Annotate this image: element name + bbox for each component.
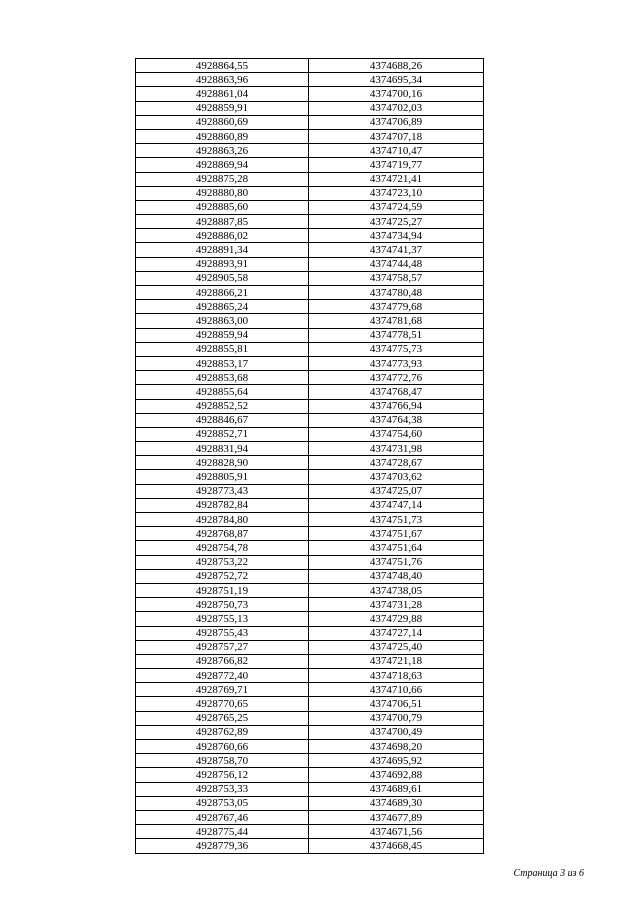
coordinate-y-cell: 4374725,27 (309, 215, 484, 229)
coordinate-x-cell: 4928755,43 (136, 626, 309, 640)
page-label: Страница (513, 868, 558, 879)
coordinate-y-cell: 4374689,30 (309, 796, 484, 810)
table-row (136, 356, 484, 370)
coordinate-x-cell: 4928772,40 (136, 669, 309, 683)
coordinate-y-cell: 4374700,49 (309, 725, 484, 739)
coordinate-y-cell: 4374706,89 (309, 115, 484, 129)
coordinate-y-cell: 4374768,47 (309, 385, 484, 399)
coordinate-x-cell: 4928855,81 (136, 342, 309, 356)
coordinate-x-cell: 4928758,70 (136, 754, 309, 768)
table-row (136, 371, 484, 385)
coordinate-x-cell: 4928755,13 (136, 612, 309, 626)
coordinate-x-cell: 4928765,25 (136, 711, 309, 725)
coordinate-y-cell: 4374725,40 (309, 640, 484, 654)
table-row (136, 328, 484, 342)
coordinate-x-cell: 4928886,02 (136, 229, 309, 243)
table-row (136, 555, 484, 569)
coordinate-x-cell: 4928866,21 (136, 286, 309, 300)
table-row (136, 740, 484, 754)
coordinate-x-cell: 4928885,60 (136, 200, 309, 214)
table-row (136, 839, 484, 853)
coordinate-x-cell: 4928887,85 (136, 215, 309, 229)
coordinate-x-cell: 4928767,46 (136, 810, 309, 824)
table-row (136, 683, 484, 697)
table-row (136, 810, 484, 824)
table-row (136, 243, 484, 257)
coordinate-y-cell: 4374718,63 (309, 669, 484, 683)
coordinate-y-cell: 4374744,48 (309, 257, 484, 271)
table-row (136, 427, 484, 441)
table-row (136, 399, 484, 413)
page-total: 6 (579, 868, 584, 879)
table-row (136, 569, 484, 583)
coordinate-y-cell: 4374703,62 (309, 470, 484, 484)
coordinate-y-cell: 4374671,56 (309, 825, 484, 839)
table-row (136, 583, 484, 597)
table-row (136, 513, 484, 527)
table-row (136, 115, 484, 129)
table-row (136, 342, 484, 356)
coordinate-x-cell: 4928779,36 (136, 839, 309, 853)
coordinate-y-cell: 4374731,98 (309, 442, 484, 456)
table-row (136, 725, 484, 739)
table-row (136, 101, 484, 115)
table-row (136, 158, 484, 172)
coordinate-y-cell: 4374727,14 (309, 626, 484, 640)
table-row (136, 796, 484, 810)
coordinate-y-cell: 4374747,14 (309, 498, 484, 512)
table-row (136, 825, 484, 839)
table-row (136, 385, 484, 399)
table-row (136, 456, 484, 470)
table-row (136, 257, 484, 271)
coordinate-y-cell: 4374773,93 (309, 356, 484, 370)
coordinate-y-cell: 4374729,88 (309, 612, 484, 626)
coordinate-x-cell: 4928864,55 (136, 59, 309, 73)
coordinate-x-cell: 4928753,05 (136, 796, 309, 810)
coordinate-x-cell: 4928768,87 (136, 527, 309, 541)
coordinate-x-cell: 4928831,94 (136, 442, 309, 456)
table-row (136, 484, 484, 498)
coordinate-y-cell: 4374700,79 (309, 711, 484, 725)
table-row (136, 271, 484, 285)
coordinate-y-cell: 4374698,20 (309, 740, 484, 754)
table-row (136, 754, 484, 768)
coordinate-y-cell: 4374710,47 (309, 144, 484, 158)
table-row (136, 498, 484, 512)
table-row (136, 669, 484, 683)
coordinate-y-cell: 4374781,68 (309, 314, 484, 328)
coordinate-x-cell: 4928782,84 (136, 498, 309, 512)
coordinate-y-cell: 4374719,77 (309, 158, 484, 172)
table-row (136, 73, 484, 87)
table-row (136, 186, 484, 200)
coordinate-x-cell: 4928750,73 (136, 598, 309, 612)
table-row (136, 527, 484, 541)
table-row (136, 711, 484, 725)
coordinate-x-cell: 4928893,91 (136, 257, 309, 271)
coordinate-x-cell: 4928769,71 (136, 683, 309, 697)
coordinate-x-cell: 4928853,17 (136, 356, 309, 370)
coordinate-y-cell: 4374754,60 (309, 427, 484, 441)
table-row (136, 654, 484, 668)
table-row (136, 442, 484, 456)
page-current: 3 (560, 868, 566, 879)
coordinate-x-cell: 4928762,89 (136, 725, 309, 739)
coordinate-x-cell: 4928852,71 (136, 427, 309, 441)
page-footer (470, 868, 584, 879)
coordinate-x-cell: 4928805,91 (136, 470, 309, 484)
coordinate-x-cell: 4928760,66 (136, 740, 309, 754)
coordinate-x-cell: 4928859,91 (136, 101, 309, 115)
coordinate-y-cell: 4374738,05 (309, 583, 484, 597)
coordinate-x-cell: 4928846,67 (136, 413, 309, 427)
coordinate-y-cell: 4374723,10 (309, 186, 484, 200)
table-row (136, 59, 484, 73)
table-row (136, 87, 484, 101)
table-row (136, 215, 484, 229)
coordinate-y-cell: 4374780,48 (309, 286, 484, 300)
coordinate-y-cell: 4374710,66 (309, 683, 484, 697)
coordinate-y-cell: 4374741,37 (309, 243, 484, 257)
coordinate-y-cell: 4374751,64 (309, 541, 484, 555)
coordinate-x-cell: 4928770,65 (136, 697, 309, 711)
coordinate-y-cell: 4374758,57 (309, 271, 484, 285)
coordinate-y-cell: 4374700,16 (309, 87, 484, 101)
coordinate-y-cell: 4374688,26 (309, 59, 484, 73)
coordinate-y-cell: 4374772,76 (309, 371, 484, 385)
coordinate-y-cell: 4374689,61 (309, 782, 484, 796)
coordinate-y-cell: 4374779,68 (309, 300, 484, 314)
coordinate-x-cell: 4928875,28 (136, 172, 309, 186)
coordinate-y-cell: 4374721,41 (309, 172, 484, 186)
coordinate-y-cell: 4374695,92 (309, 754, 484, 768)
coordinate-x-cell: 4928754,78 (136, 541, 309, 555)
coordinate-x-cell: 4928861,04 (136, 87, 309, 101)
coordinate-y-cell: 4374778,51 (309, 328, 484, 342)
coordinate-x-cell: 4928859,94 (136, 328, 309, 342)
coordinate-x-cell: 4928757,27 (136, 640, 309, 654)
coordinates-table (135, 58, 484, 854)
coordinate-y-cell: 4374706,51 (309, 697, 484, 711)
coordinate-y-cell: 4374677,89 (309, 810, 484, 824)
table-row (136, 200, 484, 214)
coordinate-y-cell: 4374751,73 (309, 513, 484, 527)
coordinate-y-cell: 4374731,28 (309, 598, 484, 612)
table-row (136, 172, 484, 186)
coordinate-x-cell: 4928784,80 (136, 513, 309, 527)
coordinate-x-cell: 4928853,68 (136, 371, 309, 385)
table-row (136, 314, 484, 328)
coordinate-y-cell: 4374707,18 (309, 129, 484, 143)
coordinate-y-cell: 4374668,45 (309, 839, 484, 853)
coordinate-x-cell: 4928891,34 (136, 243, 309, 257)
table-row (136, 286, 484, 300)
coordinate-x-cell: 4928773,43 (136, 484, 309, 498)
coordinate-x-cell: 4928753,22 (136, 555, 309, 569)
coordinate-y-cell: 4374766,94 (309, 399, 484, 413)
coordinate-x-cell: 4928766,82 (136, 654, 309, 668)
coordinate-y-cell: 4374692,88 (309, 768, 484, 782)
coordinate-x-cell: 4928905,58 (136, 271, 309, 285)
coordinate-x-cell: 4928880,80 (136, 186, 309, 200)
table-row (136, 612, 484, 626)
coordinate-x-cell: 4928860,89 (136, 129, 309, 143)
coordinate-x-cell: 4928855,64 (136, 385, 309, 399)
coordinate-x-cell: 4928751,19 (136, 583, 309, 597)
coordinate-y-cell: 4374728,67 (309, 456, 484, 470)
coordinate-y-cell: 4374721,18 (309, 654, 484, 668)
coordinate-x-cell: 4928828,90 (136, 456, 309, 470)
coordinate-x-cell: 4928865,24 (136, 300, 309, 314)
table-row (136, 626, 484, 640)
coordinate-y-cell: 4374702,03 (309, 101, 484, 115)
page-separator: из (567, 868, 577, 879)
coordinate-y-cell: 4374751,67 (309, 527, 484, 541)
coordinate-y-cell: 4374734,94 (309, 229, 484, 243)
coordinate-x-cell: 4928852,52 (136, 399, 309, 413)
coordinate-x-cell: 4928756,12 (136, 768, 309, 782)
coordinate-x-cell: 4928775,44 (136, 825, 309, 839)
coordinate-y-cell: 4374775,73 (309, 342, 484, 356)
coordinates-table-body (136, 59, 484, 854)
table-row (136, 541, 484, 555)
coordinate-y-cell: 4374725,07 (309, 484, 484, 498)
coordinate-x-cell: 4928863,96 (136, 73, 309, 87)
table-row (136, 598, 484, 612)
table-row (136, 697, 484, 711)
table-row (136, 413, 484, 427)
coordinate-y-cell: 4374751,76 (309, 555, 484, 569)
coordinate-x-cell: 4928860,69 (136, 115, 309, 129)
table-row (136, 768, 484, 782)
table-row (136, 470, 484, 484)
table-row (136, 129, 484, 143)
coordinate-x-cell: 4928753,33 (136, 782, 309, 796)
table-row (136, 640, 484, 654)
table-row (136, 782, 484, 796)
table-row (136, 300, 484, 314)
coordinate-y-cell: 4374764,38 (309, 413, 484, 427)
coordinate-y-cell: 4374695,34 (309, 73, 484, 87)
coordinate-y-cell: 4374724,59 (309, 200, 484, 214)
coordinate-x-cell: 4928752,72 (136, 569, 309, 583)
table-row (136, 229, 484, 243)
coordinate-x-cell: 4928863,00 (136, 314, 309, 328)
table-row (136, 144, 484, 158)
coordinate-y-cell: 4374748,40 (309, 569, 484, 583)
coordinate-x-cell: 4928869,94 (136, 158, 309, 172)
coordinate-x-cell: 4928863,26 (136, 144, 309, 158)
